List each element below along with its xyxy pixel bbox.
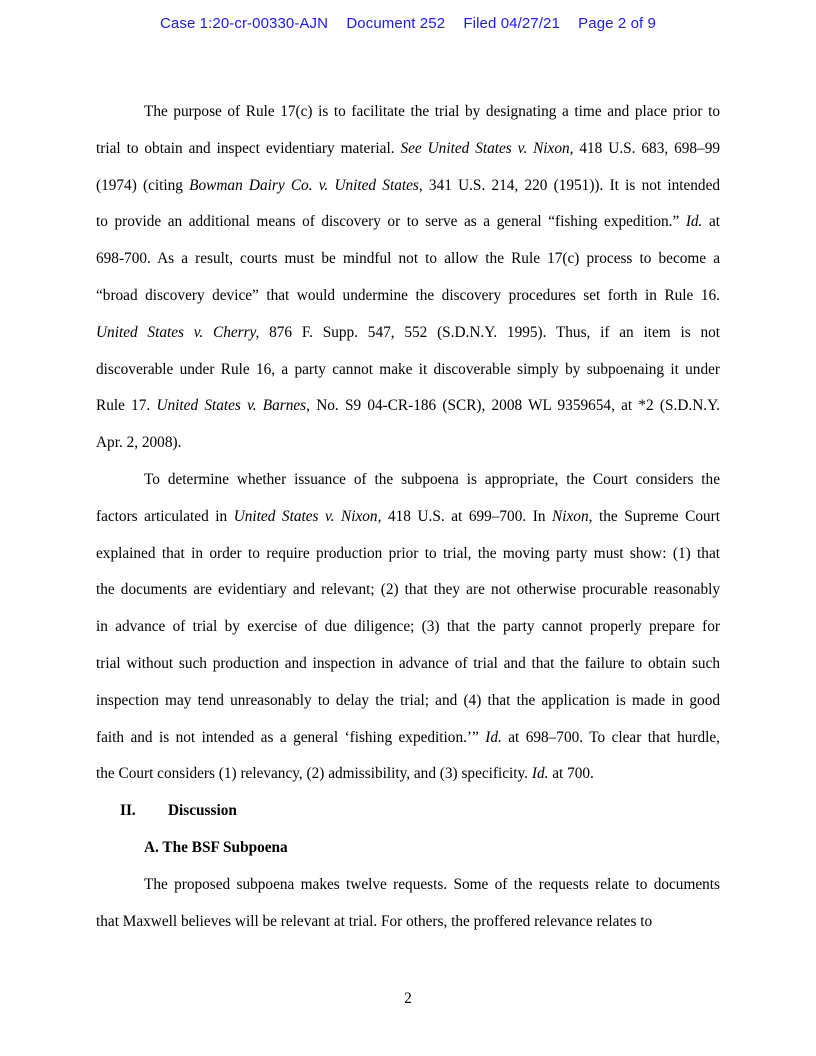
text-line: United States v. Cherry, 876 F. Supp. 547, 552 (S.D.N.Y. 1995). Thus, if an item is not [96, 323, 720, 341]
page-number: 2 [404, 990, 412, 1007]
section-number: II. [120, 802, 136, 820]
section-heading [96, 793, 720, 830]
text-line: trial without such production and inspection in advance of trial and that the failure to obtain such [96, 654, 720, 672]
text-line: that Maxwell believes will be relevant at trial. For others, the proffered relevance relates to [96, 912, 653, 930]
paragraph-rule-17c-purpose [96, 94, 720, 462]
text-line: trial to obtain and inspect evidentiary material. See United States v. Nixon, 418 U.S. 683, 698–99 [96, 139, 720, 157]
text-line: to provide an additional means of discovery or to serve as a general “fishing expedition.” Id. at [96, 213, 720, 231]
italic-citation: See United States v. Nixon, [400, 139, 574, 157]
paragraph-nixon-factors [96, 462, 720, 793]
text-line: factors articulated in United States v. Nixon, 418 U.S. at 699–700. In Nixon, the Supreme Court [96, 507, 720, 525]
document-number: Document 252 [346, 15, 446, 32]
text-line: discoverable under Rule 16, a party cannot make it discoverable simply by subpoenaing it under [96, 360, 720, 378]
text-line: (1974) (citing Bowman Dairy Co. v. United States, 341 U.S. 214, 220 (1951)). It is not intended [96, 176, 721, 194]
text-line: in advance of trial by exercise of due diligence; (3) that the party cannot properly prepare for [96, 618, 720, 636]
text-line: the Court considers (1) relevancy, (2) admissibility, and (3) specificity. Id. at 700. [96, 765, 594, 783]
section-title: Discussion [168, 802, 237, 820]
text-line: 698-700. As a result, courts must be mindful not to allow the Rule 17(c) process to become a [96, 250, 720, 268]
italic-citation: Id. [685, 213, 703, 231]
italic-citation: United States v. Cherry, [96, 323, 260, 341]
page-indicator: Page 2 of 9 [578, 15, 657, 32]
text-line: the documents are evidentiary and relevant; (2) that they are not otherwise procurable reasonably [96, 581, 720, 599]
ecf-header [0, 15, 816, 32]
text-line: Rule 17. United States v. Barnes, No. S9 04-CR-186 (SCR), 2008 WL 9359654, at *2 (S.D.N.Y. [96, 397, 720, 415]
text-line: Apr. 2, 2008). [96, 434, 182, 452]
case-number: Case 1:20-cr-00330-AJN [159, 15, 329, 32]
filed-date: Filed 04/27/21 [463, 15, 560, 32]
text-line: explained that in order to require production prior to trial, the moving party must show: (1) that [96, 544, 720, 562]
paragraph-bsf-subpoena [96, 867, 720, 941]
italic-citation: United States v. Barnes [156, 397, 307, 415]
text-line: “broad discovery device” that would undermine the discovery procedures set forth in Rule 16. [96, 286, 720, 304]
text-line: The purpose of Rule 17(c) is to facilitate the trial by designating a time and place prior to [144, 103, 720, 120]
italic-citation: Nixon [552, 507, 589, 525]
italic-citation: United States v. Nixon [233, 507, 378, 525]
italic-citation: Id. [485, 728, 502, 746]
subsection-heading: A. The BSF Subpoena [144, 838, 288, 856]
italic-citation: Id. [531, 765, 549, 783]
text-line: To determine whether issuance of the subpoena is appropriate, the Court considers the [144, 470, 720, 488]
text-line: inspection may tend unreasonably to delay the trial; and (4) that the application is made in good [96, 691, 720, 709]
document-body [96, 94, 720, 940]
text-line: faith and is not intended as a general ‘fishing expedition.’” Id. at 698–700. To clear that hurdle, [96, 728, 720, 746]
text-line: The proposed subpoena makes twelve requests. Some of the requests relate to documents [144, 875, 720, 893]
italic-citation: Bowman Dairy Co. v. United States, [189, 176, 423, 194]
